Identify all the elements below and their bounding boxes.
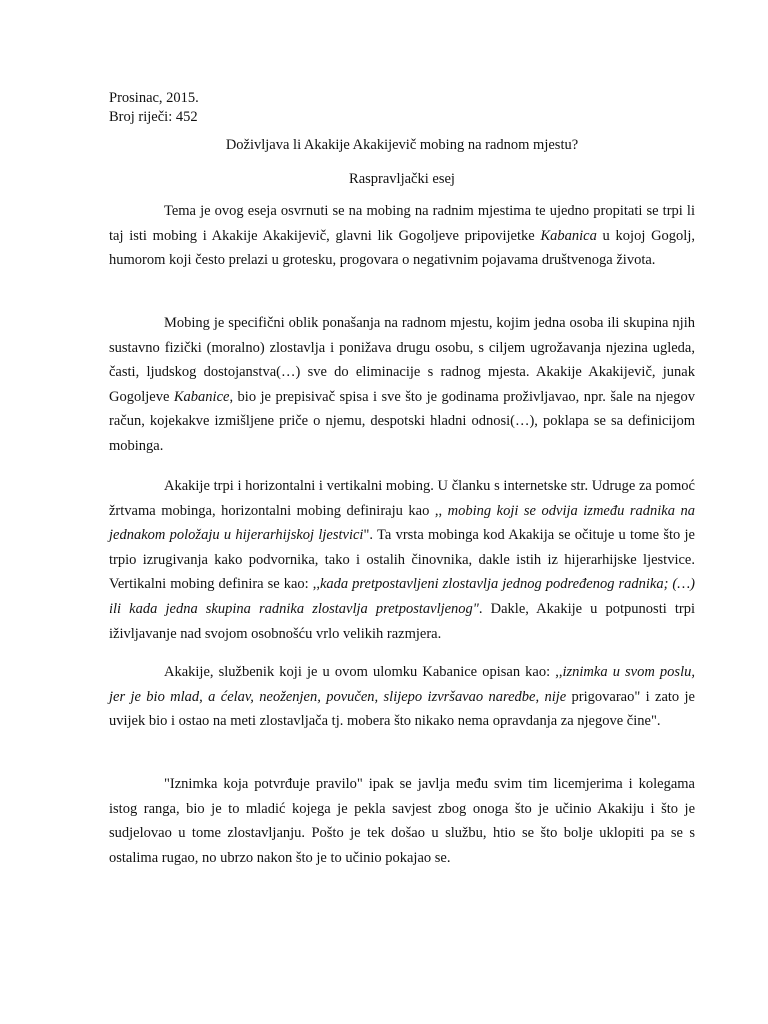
paragraph-3	[109, 474, 695, 646]
paragraph-4-text-a: Akakije, službenik koji je u ovom ulomku Kabanice opisan kao: ,,	[164, 664, 563, 680]
essay-header	[109, 89, 199, 127]
paragraph-1	[109, 199, 695, 273]
paragraph-5	[109, 772, 695, 870]
paragraph-5-text: "Iznimka koja potvrđuje pravilo" ipak se javlja među svim tim licemjerima i kolegama istog ranga, bio je to mladić kojega je pekla savjest zbog onoga što je učinio Akakiju i što je sudjelovao u tome zlostavljanju. Pošto je tek došao u službu, htio se što bolje uklopiti pa se s ostalima rugao, no ubrzo nakon što je to učinio pokajao se.	[109, 776, 695, 866]
paragraph-3-text-b: ". Ta vrsta mobinga kod Akakija se očituje u tome što je trpio izrugivanja kako podvornika, tako i ostalih činovnika, dakle istih iz hijerarhijske ljestvice. Vertikalni mobing definira se kao: ,,	[109, 527, 695, 593]
paragraph-3-italic-quote-1: mobing koji se odvija između radnika na jednakom položaju u hijerarhijskoj ljestvici	[109, 502, 695, 544]
paragraph-2-text-b: , bio je prepisivač spisa i sve što je godinama proživljavao, npr. šale na njegov račun, kojekakve izmišljene priče o njemu, despotski hladni odnosi(…), poklapa se sa definicijom mobinga.	[109, 388, 695, 454]
date-line: Prosinac, 2015.	[109, 90, 199, 106]
paragraph-1-italic-title: Kabanica	[540, 227, 597, 244]
paragraph-4-text-b: prigovarao" i zato je uvijek bio i ostao na meti zlostavljača tj. mobera što nikako nema opravdanja za njegove čine".	[109, 688, 695, 730]
essay-title: Doživljava li Akakije Akakijevič mobing na radnom mjestu?	[225, 137, 579, 153]
paragraph-2	[109, 311, 695, 459]
essay-subtitle: Raspravljački esej	[349, 171, 455, 187]
paragraph-2-text-a: Mobing je specifični oblik ponašanja na radnom mjestu, kojim jedna osoba ili skupina njih sustavno fizički (moralno) zlostavlja i ponižava drugu osobu, s ciljem ugrožavanja njezina ugleda, časti, ljudskog dostojanstva(…) sve do eliminacije s radnog mjesta. Akakije Akakijevič, junak Gogoljeve	[109, 315, 695, 405]
paragraph-2-italic-title: Kabanice	[173, 388, 230, 405]
word-count-line: Broj riječi: 452	[109, 109, 198, 125]
paragraph-3-text-c: . Dakle, Akakije u potpunosti trpi iživljavanje nad svojom osobnošću vrlo velikih razmjera.	[109, 600, 695, 642]
paragraph-3-text-a: Akakije trpi i horizontalni i vertikalni mobing. U članku s internetske str. Udruge za pomoć žrtvama mobinga, horizontalni mobing definiraju kao ,,	[109, 478, 695, 519]
paragraph-1-text-b: u kojoj Gogolj, humorom koji često prelazi u grotesku, progovara o negativnim pojavama društvenoga života.	[109, 227, 695, 269]
paragraph-4-italic-quote: iznimka u svom poslu, jer je bio mlad, a ćelav, neoženjen, povučen, slijepo izvršavao naredbe, nije	[109, 664, 695, 705]
paragraph-1-text-a: Tema je ovog eseja osvrnuti se na mobing na radnim mjestima te ujedno propitati se trpi li taj isti mobing i Akakije Akakijevič, glavni lik Gogoljeve pripovijetke	[109, 203, 695, 244]
paragraph-4	[109, 660, 695, 734]
paragraph-3-italic-quote-2: kada pretpostavljeni zlostavlja jednog podređenog radnika; (…) ili kada jedna skupina radnika zlostavlja pretpostavljenog"	[109, 576, 695, 617]
